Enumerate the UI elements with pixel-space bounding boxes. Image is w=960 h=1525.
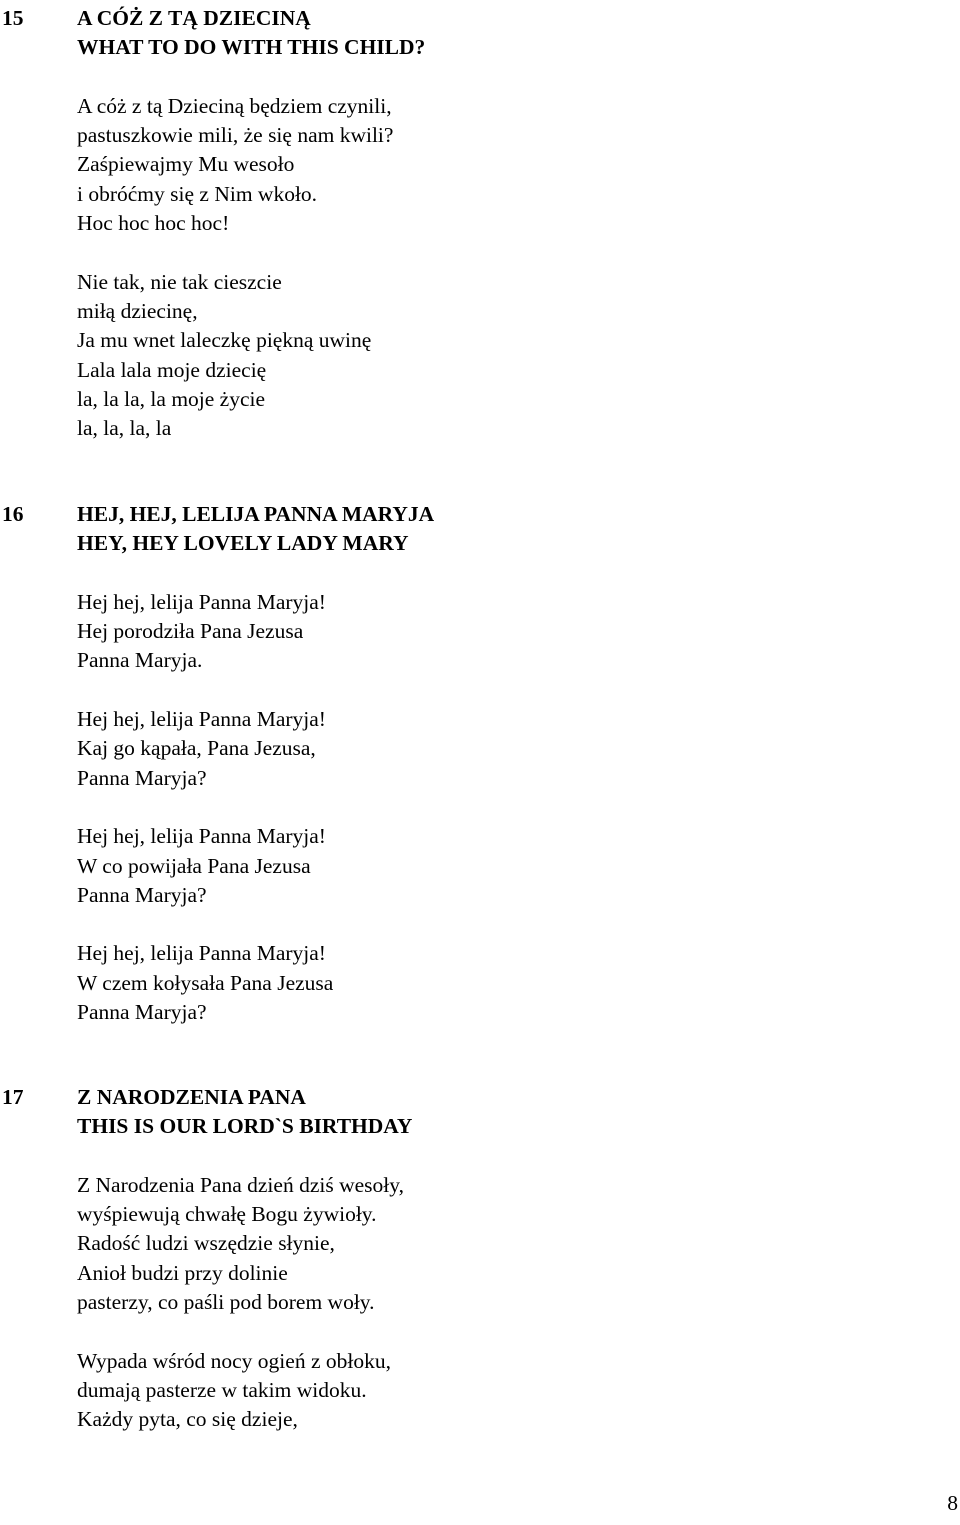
lyric-line: Radość ludzi wszędzie słynie, (77, 1231, 335, 1256)
lyric-line: Wypada wśród nocy ogień z obłoku, (77, 1348, 391, 1373)
page-number: 8 (947, 1491, 958, 1515)
song-title-polish: HEJ, HEJ, LELIJA PANNA MARYJA (77, 502, 435, 526)
stanza (77, 268, 937, 444)
lyric-line: Hoc hoc hoc hoc! (77, 211, 230, 236)
lyric-line: Panna Maryja? (77, 765, 207, 790)
lyric-line: dumają pasterze w takim widoku. (77, 1377, 367, 1402)
lyric-line: Hej hej, lelija Panna Maryja! (77, 824, 326, 849)
lyric-line: pasterzy, co paśli pod borem woły. (77, 1290, 375, 1315)
song-body (77, 500, 937, 1027)
lyric-line: la, la la, la moje życie (77, 386, 266, 411)
lyric-line: W co powijała Pana Jezusa (77, 853, 311, 878)
song-number: 15 (2, 6, 24, 30)
song-body (77, 1083, 937, 1435)
lyric-line: i obróćmy się z Nim wkoło. (77, 181, 318, 206)
stanza (77, 939, 937, 1027)
lyric-line: Hej hej, lelija Panna Maryja! (77, 941, 326, 966)
lyric-line: Panna Maryja? (77, 882, 207, 907)
lyric-line: Panna Maryja. (77, 648, 203, 673)
stanza (77, 588, 937, 676)
lyric-line: wyśpiewują chwałę Bogu żywioły. (77, 1202, 377, 1227)
lyric-line: Nie tak, nie tak cieszcie (77, 269, 282, 294)
song-title-english: THIS IS OUR LORD`S BIRTHDAY (77, 1114, 413, 1139)
song-title-polish: Z NARODZENIA PANA (77, 1085, 306, 1109)
song-title-english: WHAT TO DO WITH THIS CHILD? (77, 35, 426, 60)
lyric-line: Hej porodziła Pana Jezusa (77, 619, 304, 644)
song-number: 16 (2, 502, 24, 526)
lyric-line: Każdy pyta, co się dzieje, (77, 1407, 298, 1432)
lyric-line: Zaśpiewajmy Mu wesoło (77, 152, 295, 177)
lyric-line: A cóż z tą Dzieciną będziem czynili, (77, 93, 392, 118)
lyric-line: Anioł budzi przy dolinie (77, 1260, 288, 1285)
lyric-line: W czem kołysała Pana Jezusa (77, 970, 334, 995)
lyric-line: Hej hej, lelija Panna Maryja! (77, 707, 326, 732)
stanza (77, 1171, 937, 1317)
stanza (77, 92, 937, 238)
lyric-line: miłą dziecinę, (77, 298, 198, 323)
song-title-polish: A CÓŻ Z TĄ DZIECINĄ (77, 6, 311, 30)
lyric-line: Kaj go kąpała, Pana Jezusa, (77, 736, 316, 761)
song-title-english: HEY, HEY LOVELY LADY MARY (77, 531, 409, 556)
stanza (77, 1347, 937, 1435)
stanza (77, 705, 937, 793)
lyric-line: Z Narodzenia Pana dzień dziś wesoły, (77, 1172, 404, 1197)
lyric-line: Hej hej, lelija Panna Maryja! (77, 589, 326, 614)
stanza (77, 822, 937, 910)
song-number: 17 (2, 1085, 24, 1109)
lyric-line: Ja mu wnet laleczkę piękną uwinę (77, 328, 372, 353)
lyric-line: Lala lala moje dziecię (77, 357, 267, 382)
lyric-line: pastuszkowie mili, że się nam kwili? (77, 123, 394, 148)
song-body (77, 4, 937, 443)
lyric-line: Panna Maryja? (77, 1000, 207, 1025)
lyric-line: la, la, la, la (77, 416, 172, 441)
